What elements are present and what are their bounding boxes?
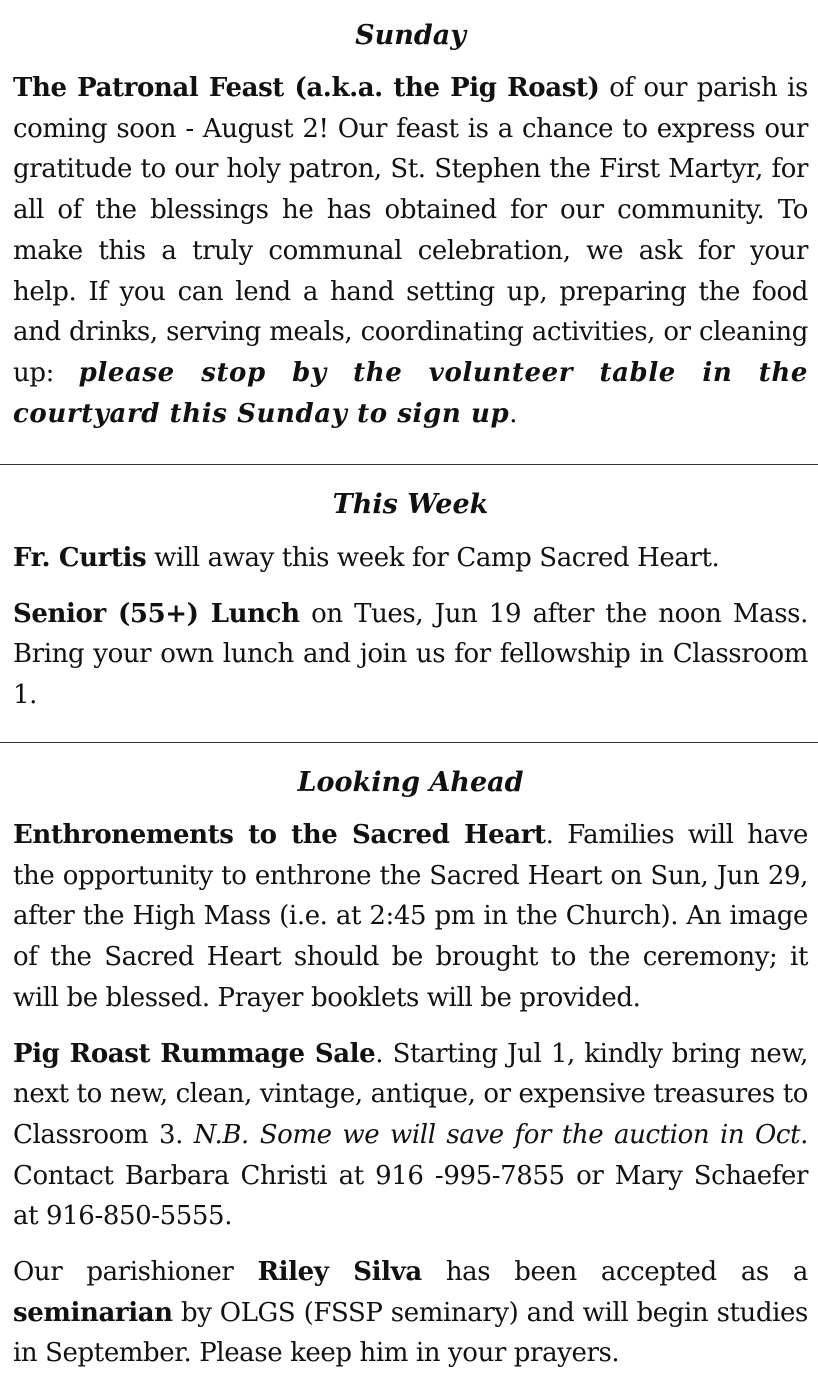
volunteer-callout: please stop by the volunteer table in the courtyard this Sunday to sign up: [13, 357, 808, 429]
seminarian-label: seminarian: [13, 1297, 173, 1328]
fr-curtis-name: Fr. Curtis: [13, 543, 147, 573]
fr-curtis-paragraph: Fr. Curtis will away this week for Camp Sacred Heart.: [13, 543, 720, 573]
patronal-feast-title: The Patronal Feast (a.k.a. the Pig Roast): [13, 73, 600, 103]
sunday-section: [0, 0, 818, 464]
senior-lunch-title: Senior (55+) Lunch: [13, 598, 300, 629]
sunday-heading: Sunday: [355, 20, 466, 51]
this-week-heading: This Week: [332, 489, 489, 520]
looking-ahead-heading: Looking Ahead: [297, 767, 524, 798]
senior-lunch-paragraph: Senior (55+) Lunch on Tues, Jun 19 after the noon Mass. Bring your own lunch and join us for fellowship in Classroom 1.: [13, 598, 808, 711]
rummage-sale-title: Pig Roast Rummage Sale: [13, 1038, 376, 1069]
enthronements-paragraph: Enthronements to the Sacred Heart. Families will have the opportunity to enthrone the Sacred Heart on Sun, Jun 29, after the High Mass (i.e. at 2:45 pm in the Church). An image of the Sacred Heart should be brought to the ceremony; it will be blessed. Prayer booklets will be provided.: [13, 820, 808, 1013]
auction-note: N.B. Some we will save for the auction in Oct: [193, 1119, 801, 1150]
seminarian-paragraph: Our parishioner Riley Silva has been accepted as a seminarian by OLGS (FSSP seminary) and will begin studies in September. Please keep him in your prayers.: [13, 1257, 808, 1369]
patronal-feast-text: of our parish is coming soon - August 2! Our feast is a chance to express our gratitude to our holy patron, St. Stephen the First Martyr, for all of the blessings he has obtained for our community. To make this a truly communal celebration, we ask for your help. If you can lend a hand setting up, preparing the food and drinks, serving meals, coordinating activities, or cleaning up:: [13, 73, 808, 388]
rummage-sale-paragraph: Pig Roast Rummage Sale. Starting Jul 1, kindly bring new, next to new, clean, vintage, antique, or expensive treasures to Classroom 3. N.B. Some we will save for the auction in Oct. Contact Barbara Christi at 916 -995-7855 or Mary Schaefer at 916-850-5555.: [13, 1038, 809, 1232]
patronal-feast-paragraph: The Patronal Feast (a.k.a. the Pig Roast) of our parish is coming soon - August 2! Our feast is a chance to express our gratitude to our holy patron, St. Stephen the First Martyr, for all of the blessings he has obtained for our community. To make this a truly communal celebration, we ask for your help. If you can lend a hand setting up, preparing the food and drinks, serving meals, coordinating activities, or cleaning up: please stop by the volunteer table in the courtyard this Sunday to sign up.: [13, 73, 808, 429]
looking-ahead-section: [0, 743, 818, 1374]
enthronements-title: Enthronements to the Sacred Heart: [13, 820, 546, 850]
this-week-section: [0, 465, 818, 742]
parishioner-name: Riley Silva: [257, 1257, 422, 1288]
